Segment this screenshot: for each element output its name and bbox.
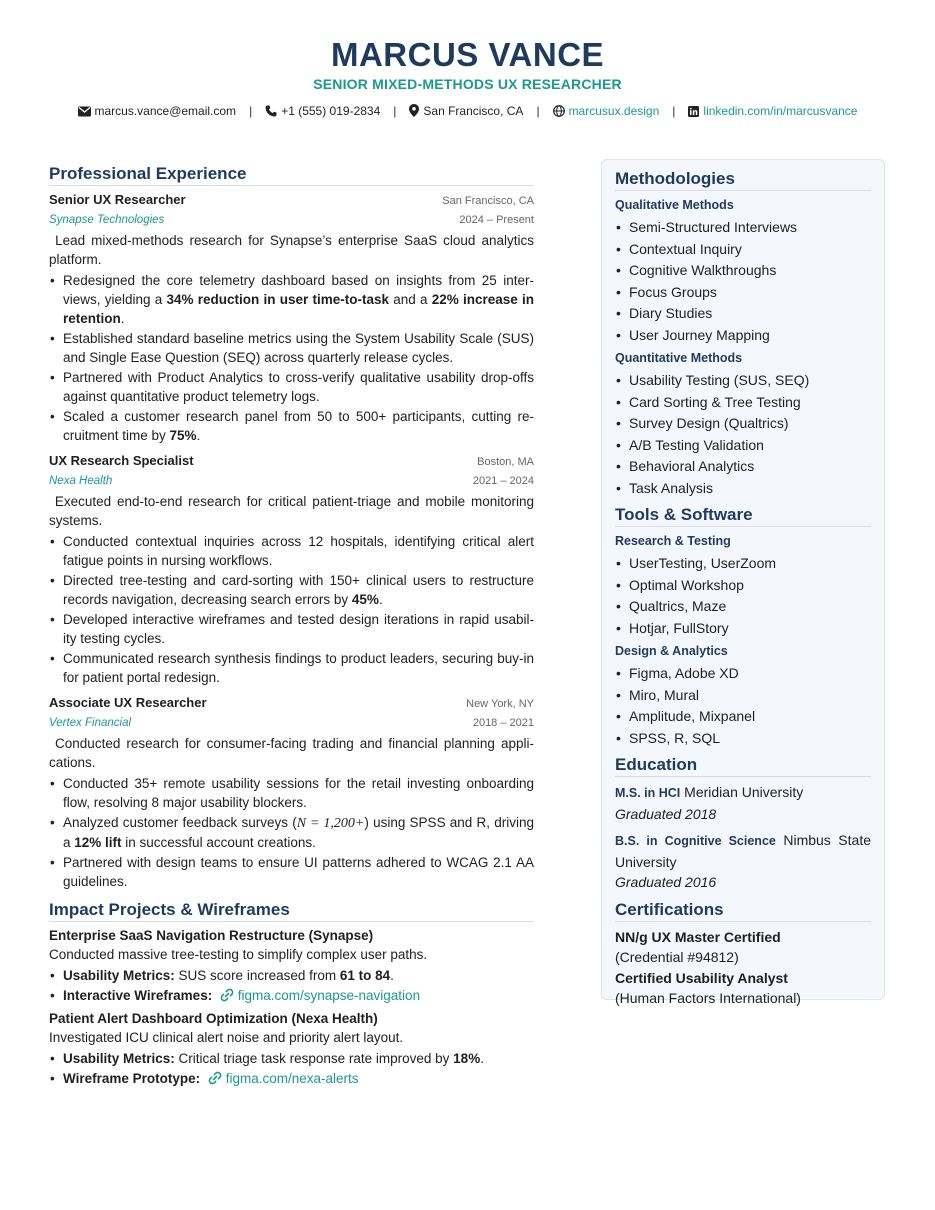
degree: B.S. in Cognitive Science [615,834,776,848]
list-item: • Diary Studies [615,303,871,324]
project-link[interactable]: figma.com/synapse-navigation [237,988,421,1003]
bullet-text: Directed tree-testing and card-sorting with 150+ clinical users to restructure records navigation, decreasing search errors by [63,573,534,607]
bullet-text: in successful account creations. [121,835,316,850]
bullet-highlight: 34% reduction in user time-to-task [166,292,389,307]
job-location: San Francisco, CA [442,195,534,207]
education-heading: Education [615,754,871,777]
certification-name: NN/g UX Master Certified [615,928,781,945]
project-bullets [49,1049,534,1088]
education-entry [615,830,871,893]
list-item [49,966,534,985]
linkedin-icon [688,106,699,117]
job-header [49,451,534,472]
list-item: • A/B Testing Validation [615,435,871,456]
bullet-text: Redesigned the core telemetry dashboard based on insights from 25 inter-views, yielding a [63,273,534,307]
bullet-text: and a [388,292,432,307]
job-subheader [49,714,534,733]
education-entry [615,782,871,824]
bullet-text: Analyzed customer feedback surveys ( [63,815,297,830]
job-entry [49,693,534,891]
list-item: • Conducted 35+ remote usability sessions for the retail investing onboarding flow, resolving 8 major usability blockers. [49,774,534,812]
separator: | [393,104,397,118]
linkedin-text: linkedin.com/in/marcusvance [703,104,858,118]
list-item: • Cognitive Walkthroughs [615,260,871,281]
bullet-highlight: 12% lift [74,835,122,850]
email-contact[interactable] [78,104,237,118]
job-summary [49,231,534,269]
bullet-text: . [120,311,125,326]
link-icon [208,1071,222,1085]
bullet-highlight: 18% [453,1051,481,1066]
list-item [49,407,534,445]
tools-heading: Tools & Software [615,504,871,527]
location-contact [409,104,523,118]
linkedin-link[interactable] [688,104,857,118]
list-item: • Established standard baseline metrics using the System Usability Scale (SUS) and Single Ease Question (SEQ) across quarterly release cycles. [49,329,534,367]
list-item: • Contextual Inquiry [615,239,871,260]
phone-icon [265,105,277,117]
job-company: Nexa Health [49,475,113,487]
list-item: • Figma, Adobe XD [615,663,871,684]
job-summary-text: Conducted research for consumer-facing trading and financial planning appli-cations. [49,736,534,770]
certifications-heading: Certifications [615,899,871,922]
projects-heading: Impact Projects & Wireframes [49,899,534,922]
project-entry [49,926,534,1005]
job-dates: 2021 – 2024 [472,475,534,487]
job-bullets [49,532,534,687]
link-icon [220,988,234,1002]
job-header [49,190,534,211]
resume-header [0,36,935,92]
bullet-text: . [390,968,394,983]
job-summary [49,492,534,530]
list-item: • Usability Testing (SUS, SEQ) [615,370,871,391]
location-text: San Francisco, CA [423,104,524,118]
bullet-text: . [480,1051,484,1066]
list-item: • Semi-Structured Interviews [615,217,871,238]
quantitative-heading: Quantitative Methods [615,351,743,365]
list-item: • Amplitude, Mixpanel [615,706,871,727]
job-header [49,693,534,714]
separator: | [536,104,540,118]
list-item: • Hotjar, FullStory [615,618,871,639]
project-bullets [49,966,534,1005]
job-role: UX Research Specialist [49,453,194,468]
sidebar [601,159,885,1006]
school: Meridian University [680,784,804,800]
list-item: • Optimal Workshop [615,575,871,596]
list-item: • Communicated research synthesis findings to product leaders, securing buy-in for patient portal redesign. [49,649,534,687]
project-link[interactable]: figma.com/nexa-alerts [225,1071,359,1086]
job-entry [49,190,534,445]
bullet-text: Scaled a customer research panel from 50 to 500+ participants, cutting re-cruitment time by [63,409,534,443]
list-item: • Qualtrics, Maze [615,596,871,617]
contact-bar [0,104,935,118]
list-item [49,271,534,328]
project-title: Patient Alert Dashboard Optimization (Nexa Health) [49,1011,378,1026]
project-title: Enterprise SaaS Navigation Restructure (Synapse) [49,928,374,943]
email-text: marcus.vance@email.com [94,104,237,118]
project-description: Conducted massive tree-testing to simplify complex user paths. [49,947,428,962]
quantitative-list [615,370,871,498]
bullet-label: Interactive Wireframes: [63,988,213,1003]
bullet-highlight: 45% [351,592,379,607]
certification-name: Certified Usability Analyst [615,969,788,986]
phone-contact[interactable] [265,104,380,118]
bullet-text: Critical triage task response rate improved by [174,1051,454,1066]
project-description: Investigated ICU clinical alert noise and priority alert layout. [49,1030,404,1045]
candidate-title: SENIOR MIXED-METHODS UX RESEARCHER [313,76,622,92]
job-bullets [49,774,534,891]
bullet-highlight: 22% increase in retention [63,292,534,326]
job-role: Senior UX Researcher [49,192,186,207]
separator: | [249,104,253,118]
bullet-text: . [378,592,383,607]
job-dates: 2024 – Present [459,214,534,226]
list-item: • Task Analysis [615,478,871,499]
globe-icon [553,105,565,117]
graduation: Graduated 2018 [615,805,717,822]
envelope-icon [78,106,91,117]
list-item [49,1069,534,1088]
job-bullets [49,271,534,445]
job-location: New York, NY [466,698,534,710]
certification-entry [615,927,871,968]
job-subheader [49,211,534,230]
list-item: • SPSS, R, SQL [615,728,871,749]
certification-detail: (Credential #94812) [615,949,739,965]
website-text: marcusux.design [568,104,660,118]
job-company: Vertex Financial [49,717,132,729]
list-item [49,571,534,609]
list-item [49,1049,534,1068]
list-item: • Partnered with design teams to ensure UI patterns adhered to WCAG 2.1 AA guidelines. [49,853,534,891]
list-item: • Focus Groups [615,282,871,303]
list-item: • Survey Design (Qualtrics) [615,413,871,434]
separator: | [672,104,676,118]
design-tools-heading: Design & Analytics [615,644,728,658]
degree: M.S. in HCI [615,786,681,800]
job-summary [49,734,534,772]
job-summary-text: Lead mixed-methods research for Synapse’s enterprise SaaS cloud analytics platform. [49,233,534,267]
list-item: • Conducted contextual inquiries across 12 hospitals, identifying critical alert fatigue points in nursing workflows. [49,532,534,570]
job-location: Boston, MA [477,456,534,468]
list-item: • User Journey Mapping [615,325,871,346]
list-item: • Miro, Mural [615,685,871,706]
map-pin-icon [409,104,419,117]
experience-heading: Professional Experience [49,163,534,186]
list-item [49,813,534,852]
job-role: Associate UX Researcher [49,695,207,710]
certification-entry [615,968,871,1009]
bullet-math: N = 1,200+ [296,816,365,831]
website-link[interactable] [553,104,660,118]
graduation: Graduated 2016 [615,874,717,890]
list-item: • Developed interactive wireframes and tested design iterations in rapid usabil-ity testing cycles. [49,610,534,648]
bullet-highlight: 75% [169,428,197,443]
main-column [49,163,534,1089]
methodologies-heading: Methodologies [615,168,871,191]
job-company: Synapse Technologies [49,214,165,226]
job-subheader [49,472,534,491]
qualitative-heading: Qualitative Methods [615,198,734,212]
list-item: • UserTesting, UserZoom [615,553,871,574]
research-tools-heading: Research & Testing [615,534,731,548]
list-item: • Behavioral Analytics [615,456,871,477]
job-entry [49,451,534,687]
job-dates: 2018 – 2021 [472,717,534,729]
bullet-text: . [196,428,201,443]
bullet-label: Usability Metrics: [63,1051,175,1066]
qualitative-list [615,217,871,345]
certification-detail: (Human Factors International) [615,990,801,1006]
list-item [49,986,534,1005]
list-item: • Card Sorting & Tree Testing [615,392,871,413]
bullet-label: Wireframe Prototype: [63,1071,201,1086]
research-tools-list [615,553,871,638]
bullet-highlight: 61 to 84 [339,968,391,983]
design-tools-list [615,663,871,748]
bullet-text: ) using SPSS and R, driving a [63,815,534,850]
job-summary-text: Executed end-to-end research for critical patient-triage and mobile monitoring systems. [49,494,534,528]
project-entry [49,1009,534,1088]
candidate-name: MARCUS VANCE [330,36,605,73]
list-item: • Partnered with Product Analytics to cross-verify qualitative usability drop-offs against quantitative product telemetry logs. [49,368,534,406]
phone-text: +1 (555) 019-2834 [281,104,381,118]
bullet-label: Usability Metrics: [63,968,175,983]
bullet-text: SUS score increased from [174,968,340,983]
school: Nimbus State University [615,832,871,870]
